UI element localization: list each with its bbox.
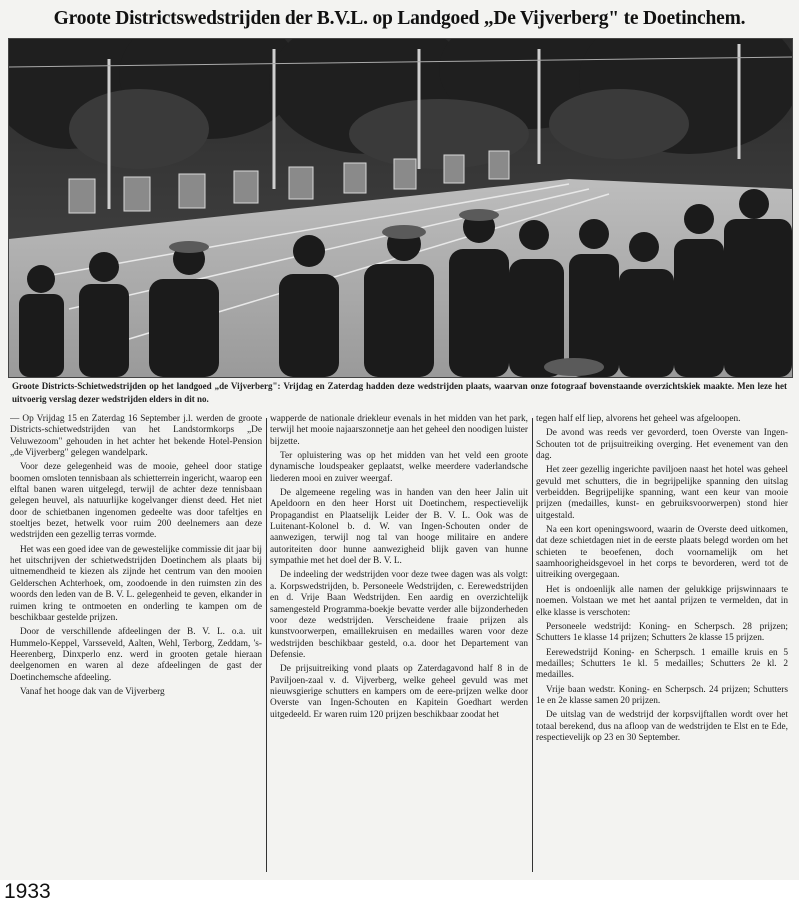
column-divider — [532, 418, 533, 872]
article-column-2 — [270, 414, 528, 876]
paragraph: wapperde de nationale driekleur evenals in het midden van het park, terwijl het mooie najaarszonnetje aan het geheel den noodigen luister bijzette. — [270, 414, 528, 447]
paragraph: Door de verschillende afdeelingen der B. V. L. o.a. uit Hummelo-Keppel, Varsseveld, Aalten, Wehl, Terborg, Zeddam, 's-Heerenberg, Dinxperlo enz. werd in grooten getale hieraan deelgenomen en waren al deze afdeelingen de gast der Doetinchemsche afdeeling. — [10, 627, 262, 683]
paragraph: Het zeer gezellig ingerichte paviljoen naast het hotel was geheel gevuld met schutters, die in begrijpelijke spanning den uitslag verbeidden. Begrijpelijke spanning, want een keur van mooie prijzen (medailles, kunst- en gebruiksvoorwerpen) stond hier uitgestald. — [536, 465, 788, 521]
headline: Groote Districtswedstrijden der B.V.L. op Landgoed „De Vijverberg" te Doetinchem. — [53, 8, 746, 29]
paragraph: Voor deze gelegenheid was de mooie, geheel door statige boomen omsloten tennisbaan als schietterrein ingericht, waarop een elftal banen waren uitgelegd, terwijl de achter deze tennisbaan gelegen heuvel, als natuurlijke kogelvanger dienst deed. Het niet door de schietbanen ingenomen gedeelte was door tafeltjes en stoeltjes bezet, hetwelk voor ruim 200 deelnemers aan deze wedstrijden een gezellig terras vormde. — [10, 462, 262, 541]
paragraph: Ter opluistering was op het midden van het veld een groote dynamische loudspeaker geplaatst, welke meerdere vaderlandsche liederen mooi en zuiver weergaf. — [270, 451, 528, 484]
paragraph: De uitslag van de wedstrijd der korpsvijftallen wordt over het totaal berekend, dus na afloop van de wedstrijden te Elst en te Ede, respectievelijk op 23 en 30 September. — [536, 710, 788, 743]
year-label: 1933 — [4, 880, 51, 903]
column-divider — [266, 418, 267, 872]
paragraph: De avond was reeds ver gevorderd, toen Overste van Ingen-Schouten tot de prijsuitreiking overging. Het evenement van den dag. — [536, 428, 788, 462]
paragraph: Vrije baan wedstr. Koning- en Scherpsch. 24 prijzen; Schutters 1e en 2e klasse samen 20 prijzen. — [536, 684, 788, 706]
paragraph: Het was een goed idee van de gewestelijke commissie dit jaar bij het uitschrijven der schietwedstrijden Doetinchem als plaats bij uitnemendheid te kiezen als zijnde het centrum van den mooien Gelderschen Achterhoek, om, zoodoende in den ruimsten zin des woords den leden van de B. V. L. gelegenheid te geven, elkander in ruimen kring te ontmoeten en onderling te kampen om de beschikbaar gestelde prijzen. — [10, 544, 262, 623]
photo-caption: Groote Districts-Schietwedstrijden op het landgoed „de Vijverberg": Vrijdag en Zaterdag hadden deze wedstrijden plaats, waarvan onze fotograaf bovenstaande overzichtskiek maakte. Men leze het uitvoerig verslag dezer wedstrijden elders in dit no. — [12, 381, 787, 404]
paragraph: Vanaf het hooge dak van de Vijverberg — [20, 686, 165, 697]
paragraph: De algemeene regeling was in handen van den heer Jalin uit Apeldoorn en den heer Horst uit Doetinchem, respectievelijk Propagandist en Plaatselijk Leider der B. V. L. Ook was de Luitenant-Kolonel b. d. W. van Ingen-Schouten onder de aanwezigen, terwijl nog tal van hooge militaire en andere autoriteiten door hunne aanwezigheid blijk gaven van hunne sympathie met het doel der B. V. L. — [270, 488, 528, 567]
photo-illustration — [9, 39, 792, 377]
paragraph: — Op Vrijdag 15 en Zaterdag 16 September j.l. werden de groote Districts-schietwedstrijden van het Landstormkorps „De Veluwezoom" gehouden in het achter het bekende Hotel-Pension „de Vijverberg" gelegen wandelpark. — [10, 414, 262, 459]
paragraph: Eerewedstrijd Koning- en Scherpsch. 1 emaille kruis en 5 medailles; Schutters 1e kl. 5 medailles; Schutters 2e kl. 2 medailles. — [536, 647, 788, 681]
article-column-1 — [10, 414, 262, 876]
article-column-3 — [536, 414, 788, 876]
paragraph: De indeeling der wedstrijden voor deze twee dagen was als volgt: a. Korpswedstrijden, b. Personeele Wedstrijden, c. Eerewedstrijden en d. Vrije Baan Wedstrijden. Een aardig en overzichtelijk samengesteld Programma-boekje bevatte verder alle bijzonderheden voor deze wedstrijden. Verscheidene fraaie prijzen als kunstvoorwerpen, emaillekruisen en medailles waren voor deze wedstrijden beschikbaar gesteld, o.a. door het Departement van Defensie. — [270, 570, 528, 660]
paragraph: Personeele wedstrijd: Koning- en Scherpsch. 28 prijzen; Schutters 1e klasse 14 prijzen; Schutters 2e klasse 15 prijzen. — [536, 621, 788, 644]
shooting-competition-photo — [8, 38, 793, 378]
paragraph: De prijsuitreiking vond plaats op Zaterdagavond half 8 in de Paviljoen-zaal v. d. Vijverberg, welke geheel gevuld was met nieuwsgierige schutters en kampers om de eere-prijzen welke door Overste van Ingen-Schouten en Kapitein Goedhart werden uitgedeeld. Er waren ruim 120 prijzen beschikbaar zoodat het — [270, 664, 528, 720]
paragraph: Na een kort openingswoord, waarin de Overste deed uitkomen, dat deze schietdagen niet in de eerste plaats belegd worden om het schieten te beoefenen, doch voornamelijk om het saamhoorigheidsgevoel in het corps te bevorderen, werd tot de uitreiking overgegaan. — [536, 525, 788, 581]
paragraph: Het is ondoenlijk alle namen der gelukkige prijswinnaars te noemen. Volstaan we met het aantal prijzen te vermelden, dat in elke klasse is verschoten: — [536, 584, 788, 618]
paragraph: tegen half elf liep, alvorens het geheel was afgeloopen. — [536, 414, 741, 424]
article-columns — [8, 414, 791, 876]
